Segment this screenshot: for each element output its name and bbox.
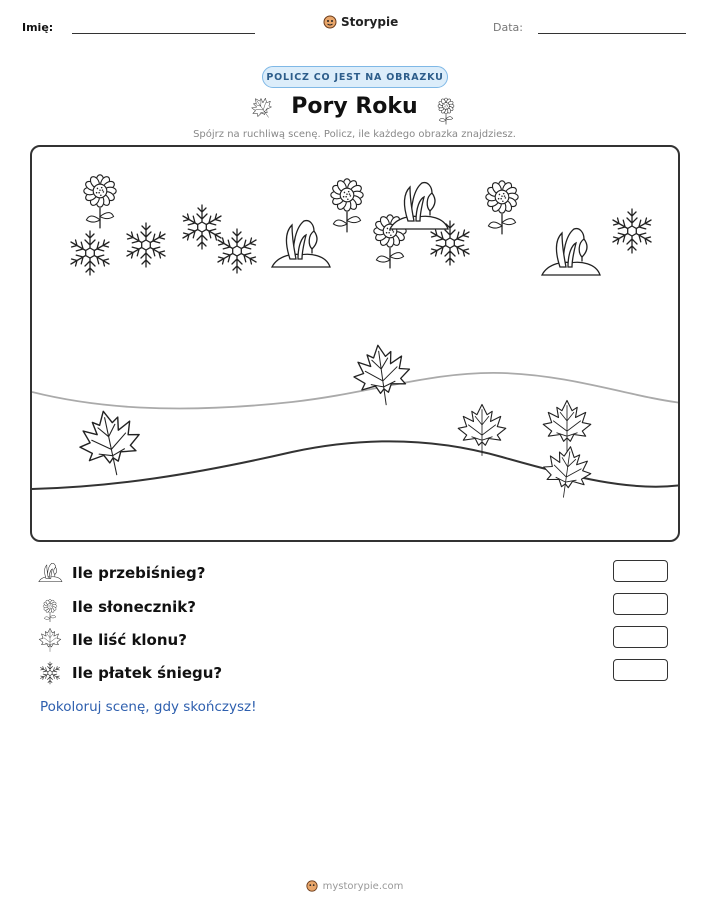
sunflower-icon	[434, 92, 458, 122]
seasons-scene	[30, 145, 680, 542]
answer-box-maple-leaf[interactable]	[613, 626, 668, 648]
page-title: Pory Roku	[291, 94, 418, 119]
question-snowdrop	[38, 561, 205, 585]
maple-leaf	[350, 341, 414, 408]
date-label: Data:	[493, 21, 523, 34]
site-url: mystorypie.com	[322, 880, 404, 892]
question-maple-leaf	[38, 628, 187, 652]
question-label: Ile przebiśnieg?	[72, 564, 206, 582]
snowflake	[68, 231, 111, 275]
answer-box-snowdrop[interactable]	[613, 560, 668, 582]
brand-name: Storypie	[341, 15, 399, 29]
name-label: Imię:	[22, 21, 54, 34]
date-field[interactable]	[538, 33, 686, 34]
question-snowflake	[38, 661, 222, 685]
snowflake	[610, 209, 653, 253]
maple-leaf-icon	[38, 628, 62, 652]
question-label: Ile płatek śniegu?	[72, 664, 223, 682]
snowflake	[215, 229, 258, 273]
snowdrop-icon	[38, 561, 62, 585]
answer-box-sunflower[interactable]	[613, 593, 668, 615]
sunflower	[84, 175, 116, 229]
snowflake	[124, 223, 167, 267]
answer-box-snowflake[interactable]	[613, 659, 668, 681]
brand-logo	[323, 15, 398, 29]
storypie-logo-icon	[323, 15, 337, 29]
question-sunflower	[38, 595, 196, 619]
maple-leaf	[74, 405, 147, 481]
maple-leaf	[543, 401, 591, 452]
snowdrop	[390, 183, 448, 229]
storypie-logo-icon	[306, 880, 318, 892]
snowdrop	[272, 221, 330, 267]
site-footer	[0, 880, 709, 892]
footer-note: Pokoloruj scenę, gdy skończysz!	[40, 699, 257, 715]
snowflake-icon	[38, 661, 62, 685]
sunflower	[331, 179, 363, 233]
snowflake	[180, 205, 223, 249]
snowdrop	[542, 229, 600, 275]
page-subtitle: Spójrz na ruchliwą scenę. Policz, ile każdego obrazka znajdziesz.	[193, 129, 516, 140]
sunflower-icon	[38, 595, 62, 619]
name-field[interactable]	[72, 33, 255, 34]
maple-leaf	[540, 443, 594, 500]
question-label: Ile liść klonu?	[72, 631, 187, 649]
instruction-badge: POLICZ CO JEST NA OBRAZKU	[262, 66, 448, 88]
sunflower	[486, 181, 518, 235]
question-label: Ile słonecznik?	[72, 598, 196, 616]
